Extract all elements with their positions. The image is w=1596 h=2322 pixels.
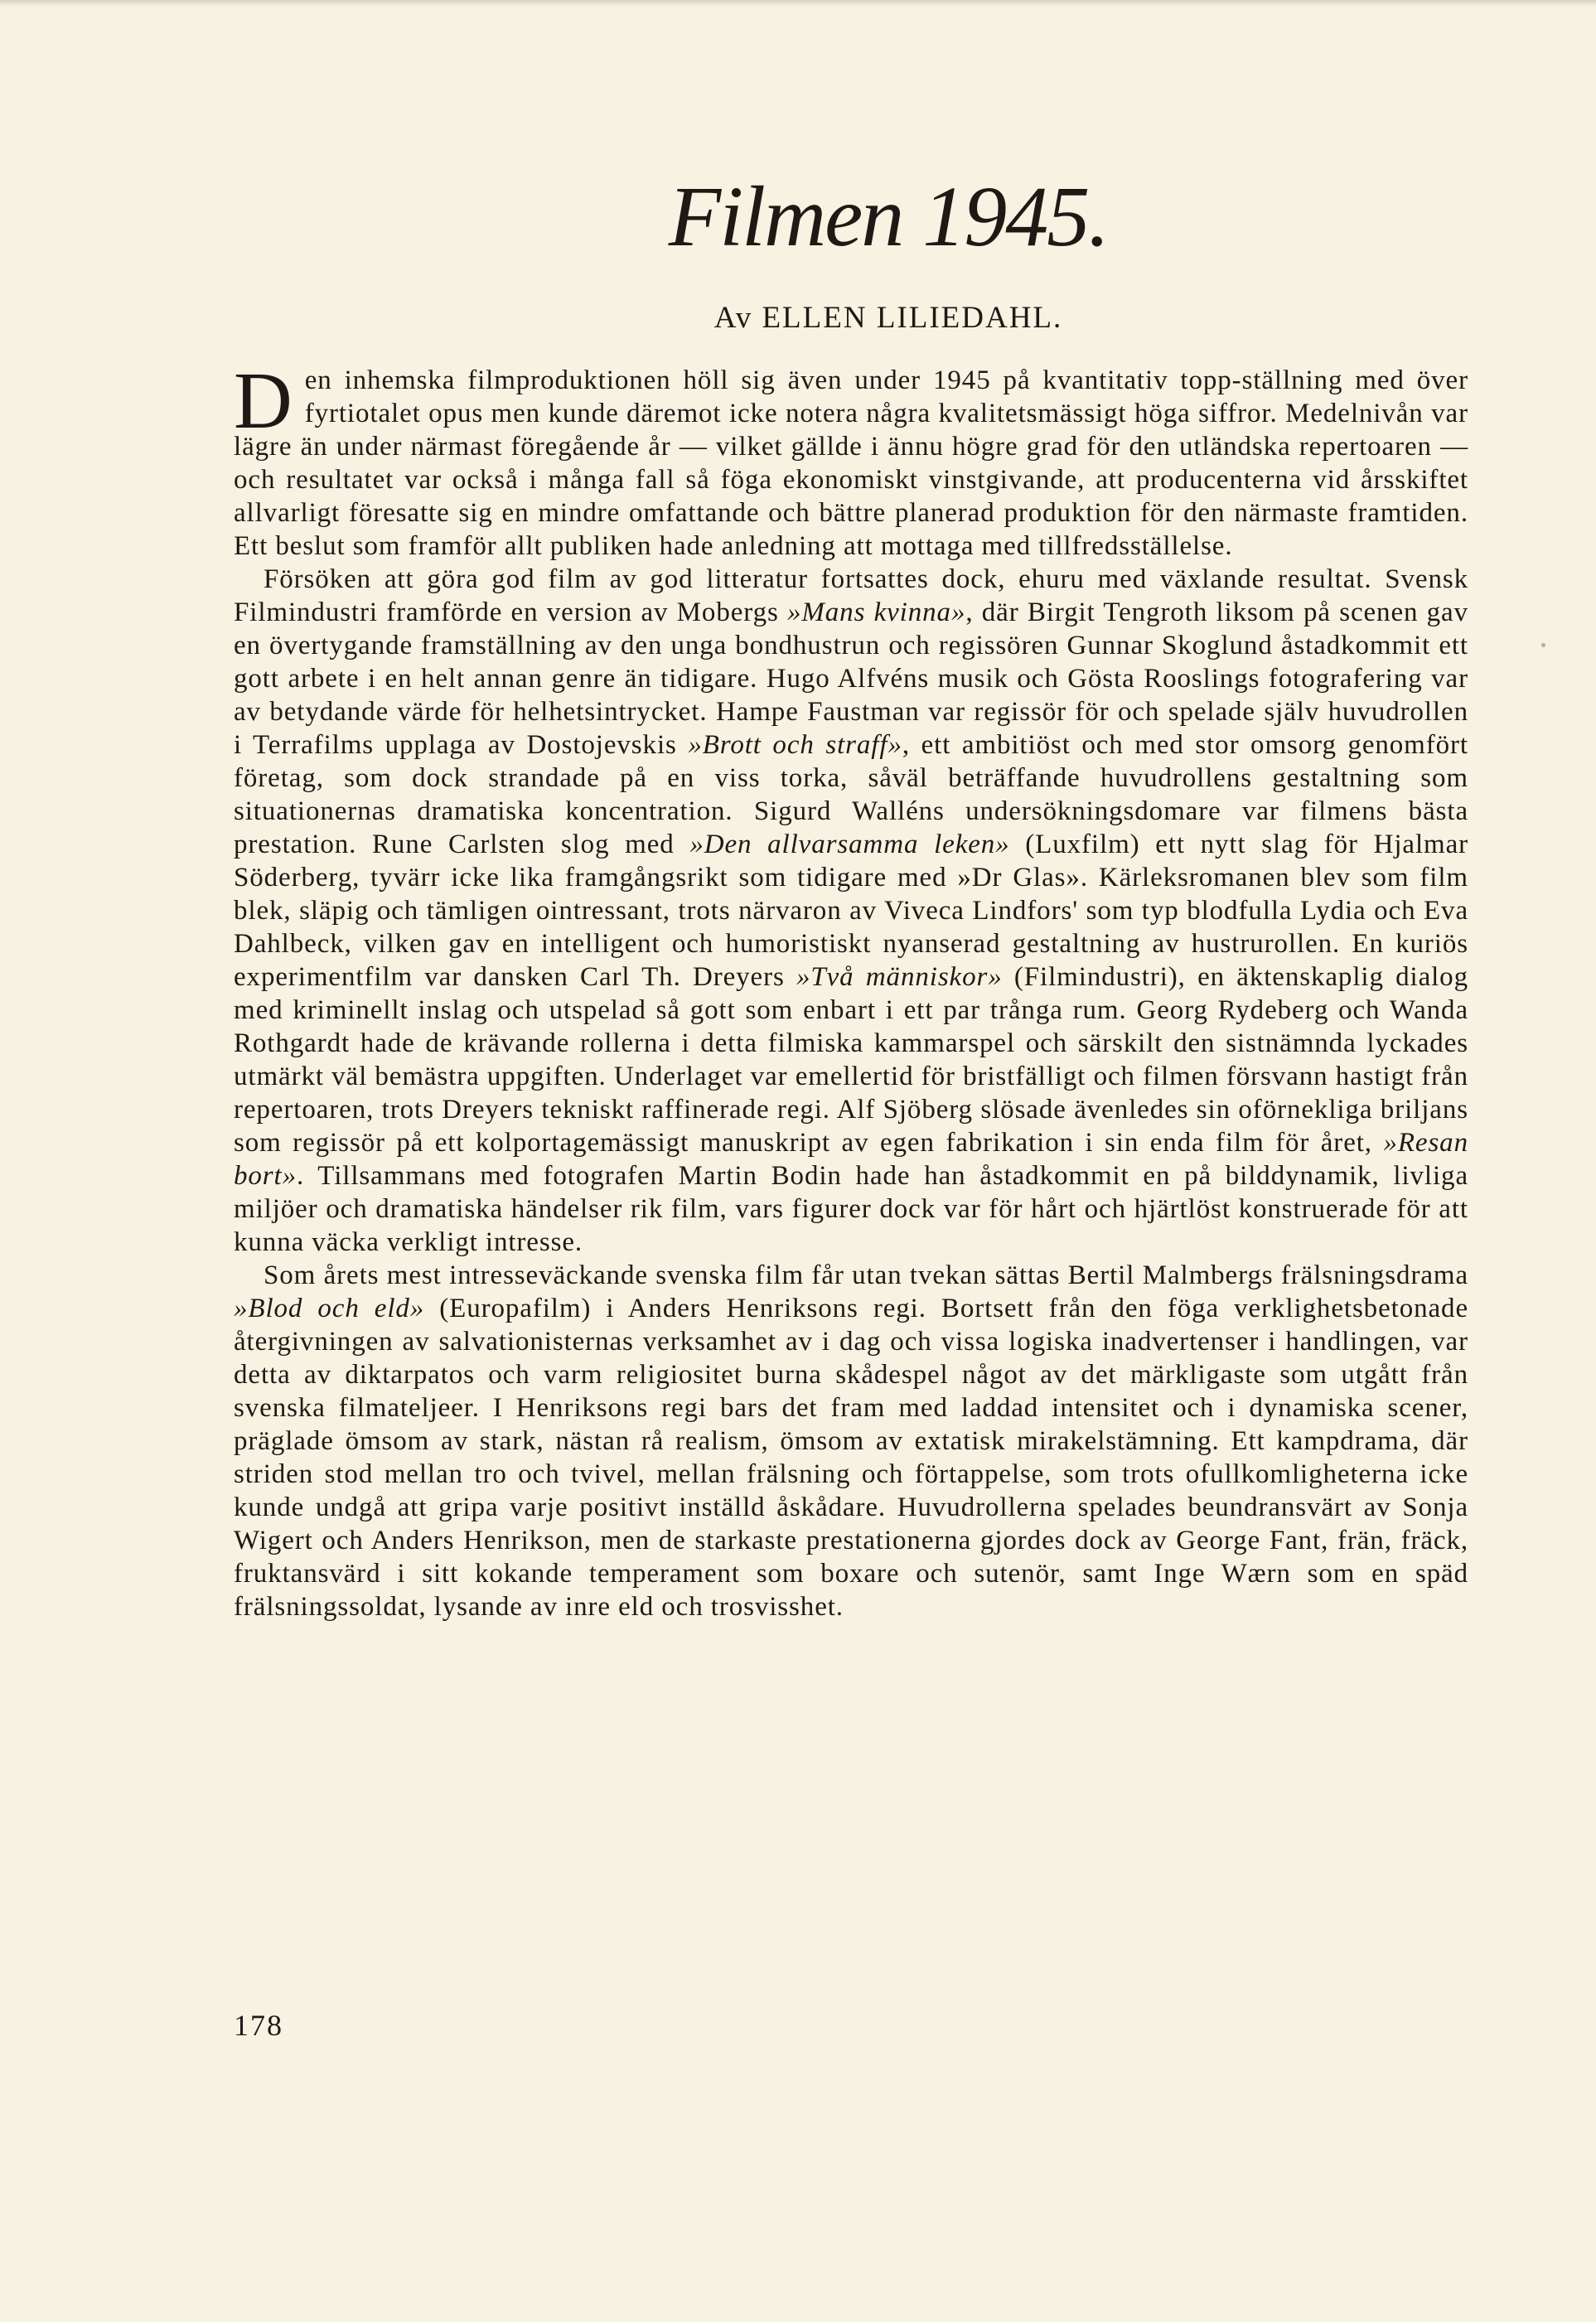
article-body — [234, 356, 1469, 1623]
paragraph-2-text-f: . Tillsammans med fotografen Martin Bodin hade han åstadkommit en på bilddynamik, livliga miljöer och dramatiska händelser rik film, vars figurer dock var för hårt och hjärtlöst konstruerade för att kunna väcka verkligt intresse. — [234, 1161, 1468, 1257]
paragraph-2 — [234, 563, 1468, 1259]
paragraph-2-text-c: , ett ambitiöst och med stor omsorg genomfört företag, som dock strandade på en viss torka, såväl beträffande huvudrollens gestaltning som situationernas dramatiska koncentration. Sigurd Walléns undersökningsdomare var filmens bästa prestation. Rune Carlsten slog med — [234, 730, 1468, 859]
film-title-blod-och-eld: »Blod och eld» — [234, 1294, 425, 1323]
article — [234, 169, 1469, 1623]
paragraph-1 — [234, 356, 1468, 563]
paragraph-3-text-b: (Europafilm) i Anders Henriksons regi. Bortsett från den föga verklighetsbetonade återgivningen av salvationisternas verksamhet av i dag och vissa logiska inadvertenser i handlingen, var detta av diktarpatos och varm religiositet burna skådespel något av det märkligaste som utgått från svenska filmateljeer. I Henriksons regi bars det fram med laddad intensitet och i dynamiska scener, präglade ömsom av stark, nästan rå realism, ömsom av extatisk mirakelstämning. Ett kampdrama, där striden stod mellan tro och tvivel, mellan frälsning och förtappelse, som trots ofullkomligheterna icke kunde undgå att gripa varje positivt inställd åskådare. Huvudrollerna spelades beundransvärt av Sonja Wigert och Anders Henrikson, men de starkaste prestationerna gjordes dock av George Fant, frän, fräck, fruktansvärd i sitt kokande temperament som boxare och sutenör, samt Inge Wærn som en späd frälsningssoldat, lysande av inre eld och trosvisshet. — [234, 1294, 1468, 1622]
article-byline: Av ELLEN LILIEDAHL. — [713, 301, 1063, 335]
paragraph-1-text: en inhemska filmproduktionen höll sig även under 1945 på kvantitativ topp-ställning med över fyrtiotalet opus men kunde däremot icke notera några kvalitetsmässigt höga siffror. Medelnivån var lägre än under närmast föregående år — vilket gällde i ännu högre grad för den utländska repertoaren — och resultatet var också i många fall så föga ekonomiskt vinstgivande, att producenterna vid årsskiftet allvarligt föresatte sig en mindre omfattande och bättre planerad produktion för den närmaste framtiden. Ett beslut som framför allt publiken hade anledning att mottaga med tillfredsställelse. — [234, 365, 1468, 561]
paragraph-2-text-d: (Luxfilm) ett nytt slag för Hjalmar Söderberg, tyvärr icke lika framgångsrikt som tidigare med »Dr Glas». Kärleksromanen blev som film blek, släpig och tämligen ointressant, trots närvaron av Viveca Lindfors' som typ blodfulla Lydia och Eva Dahlbeck, vilken gav en intelligent och humoristiskt nyanserad gestaltning av hustrurollen. En kuriös experimentfilm var dansken Carl Th. Dreyers — [234, 830, 1469, 992]
film-title-den-allvarsamma-leken: »Den allvarsamma leken» — [689, 830, 1010, 859]
paragraph-2-text-a: Försöken att göra god film av god litteratur fortsattes dock, ehuru med växlande resultat. Svensk Filmindustri framförde en version av Mobergs — [234, 564, 1468, 627]
film-title-resan-bort: »Resan bort» — [234, 1128, 1468, 1191]
article-title: Filmen 1945. — [668, 169, 1109, 264]
margin-speck — [1541, 643, 1545, 647]
film-title-tva-manniskor: »Två människor» — [796, 962, 1003, 992]
paragraph-3-text-a: Som årets mest intresseväckande svenska film får utan tvekan sättas Bertil Malmbergs frälsningsdrama — [264, 1260, 1468, 1290]
drop-cap: D — [234, 356, 293, 446]
paragraph-2-text-b: , där Birgit Tengroth liksom på scenen gav en övertygande framställning av den unga bondhustrun och regissören Gunnar Skoglund åstadkommit ett gott arbete i en helt annan genre än tidigare. Hugo Alfvéns musik och Gösta Rooslings fotografering var av betydande värde för helhetsintrycket. Hampe Faustman var regissör för och spelade själv huvudrollen i Terrafilms upplaga av Dostojevskis — [234, 597, 1469, 760]
page-top-edge — [0, 0, 1596, 7]
film-title-brott-och-straff: »Brott och straff» — [688, 730, 902, 760]
paragraph-3 — [234, 1259, 1468, 1623]
page-number: 178 — [234, 2009, 283, 2042]
paragraph-2-text-e: (Filmindustri), en äktenskaplig dialog med kriminellt inslag och utspelad så gott som enbart i ett par trånga rum. Georg Rydeberg och Wanda Rothgardt hade de krävande rollerna i detta filmiska kammarspel och särskilt den sistnämnda lyckades utmärkt väl bemästra uppgiften. Underlaget var emellertid för bristfälligt och filmen försvann hastigt från repertoaren, trots Dreyers tekniskt raffinerade regi. Alf Sjöberg slösade ävenledes sin oförnekliga briljans som regissör på ett kolportagemässigt manuskript av egen fabrikation i sin enda film för året, — [234, 962, 1468, 1158]
film-title-mans-kvinna: »Mans kvinna» — [786, 597, 966, 627]
